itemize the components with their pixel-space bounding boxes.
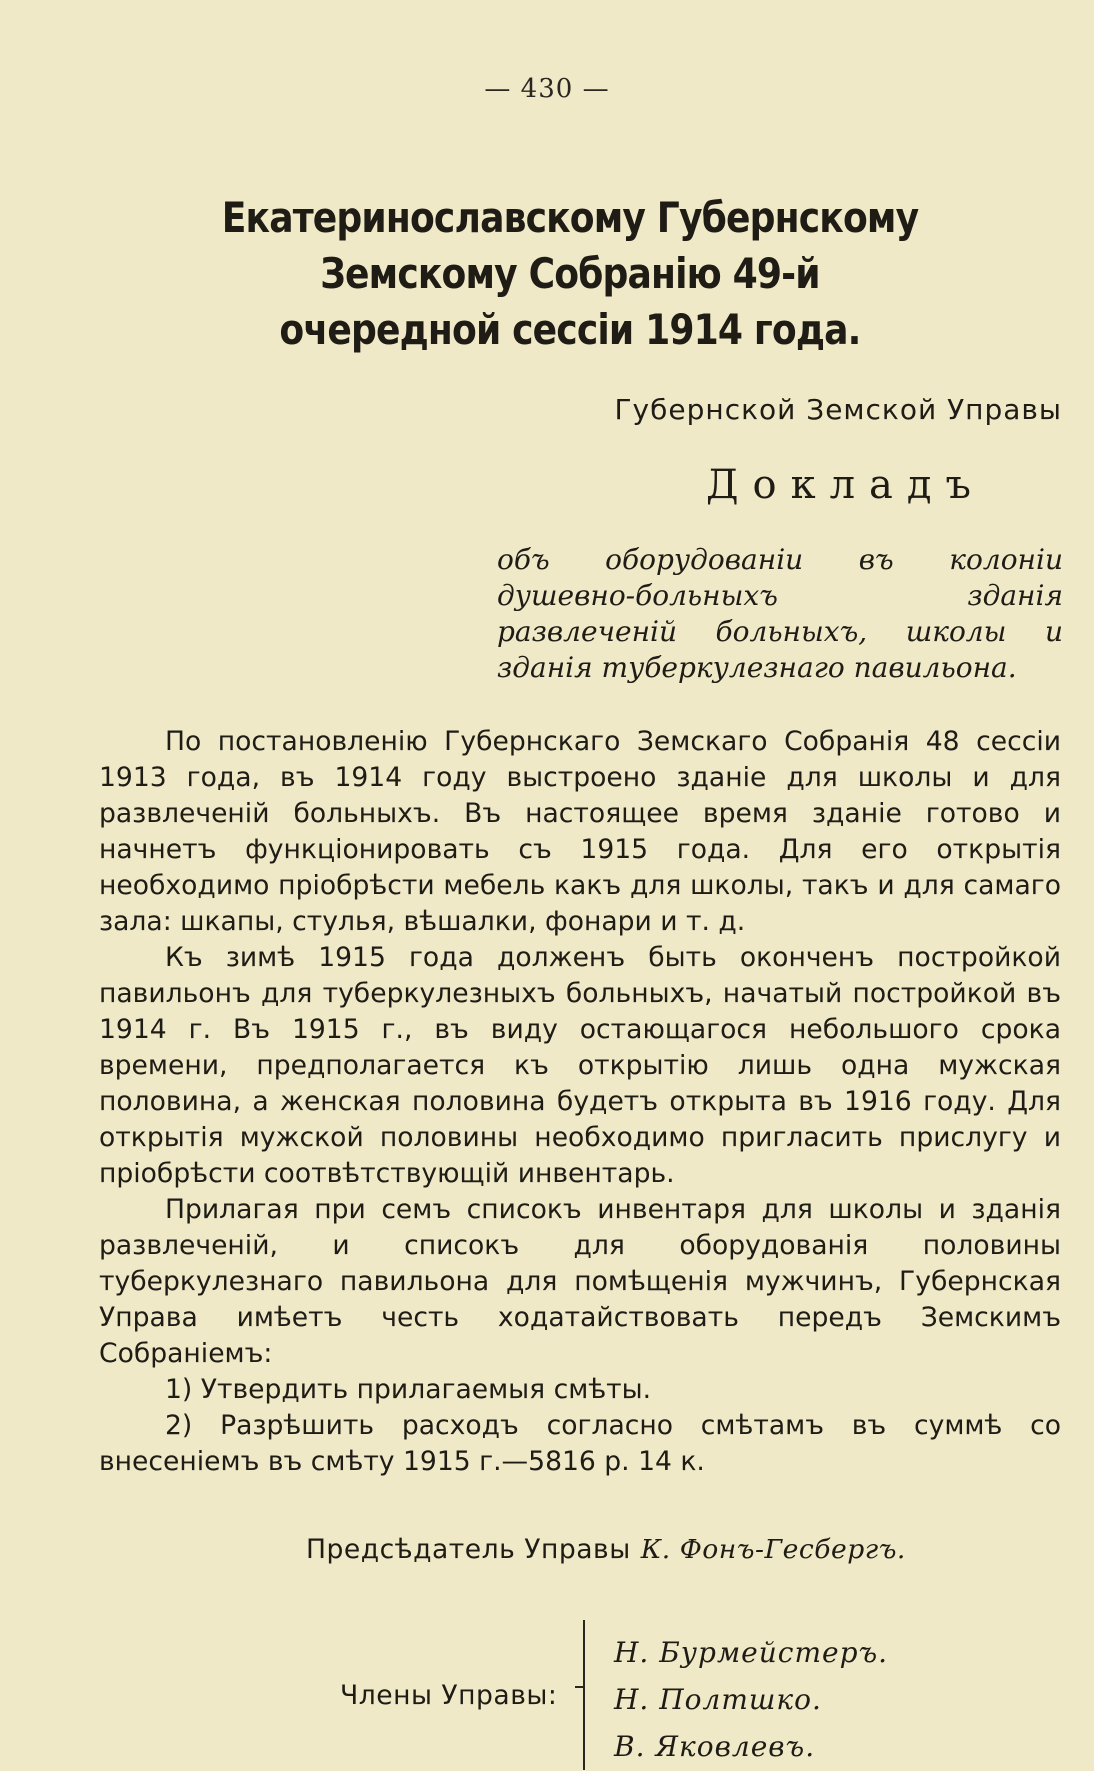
member-name: Н. Бурмейстеръ. [614,1636,889,1669]
members-brace [583,1620,599,1770]
members-brace-tip [575,1686,585,1688]
heading-line: очередной сессіи 1914 года. [279,305,861,354]
resolution-item: 2) Разрѣшить расходъ согласно смѣтамъ въ суммѣ со внесеніемъ въ смѣту 1915 г.—5816 р. 14 к. [99,1410,1061,1477]
members-list [614,1629,888,1770]
heading-line: Екатеринославскому Губернскому Земскому Собранію 49-й [221,193,919,298]
issuing-authority: Губернской Земской Управы [614,393,1062,426]
body-paragraph: Прилагая при семъ списокъ инвентаря для школы и зданія развлеченій, и списокъ для оборудованія половины туберкулезнаго павильона для помѣщенія мужчинъ, Губернская Управа имѣетъ честь ходатайствовать передъ Земскимъ Собраніемъ: [99,1194,1061,1369]
page-number: — 430 — [484,74,610,104]
chairman-label: Предсѣдатель Управы [306,1534,631,1565]
member-name: Н. Полтшко. [614,1683,822,1716]
resolution-item: 1) Утвердить прилагаемыя смѣты. [165,1374,652,1405]
chairman-name: К. Фонъ-Гесбергъ. [640,1534,906,1565]
body-paragraph: По постановленію Губернскаго Земскаго Собранія 48 сессіи 1913 года, въ 1914 году выстроено зданіе для школы и для развлеченій больныхъ. Въ настоящее время зданіе готово и начнетъ функціонировать съ 1915 года. Для его открытія необходимо пріобрѣсти мебель какъ для школы, такъ и для самаго зала: шкапы, стулья, вѣшалки, фонари и т. д. [99,726,1061,937]
report-heading [192,190,949,358]
member-name: В. Яковлевъ. [614,1730,816,1763]
document-title: Докладъ [706,462,985,508]
report-body [99,724,1061,1480]
chairman-signature-line [306,1534,906,1565]
members-label: Члены Управы: [340,1680,558,1711]
body-paragraph: Къ зимѣ 1915 года долженъ быть оконченъ постройкой павильонъ для туберкулезныхъ больныхъ, начатый постройкой въ 1914 г. Въ 1915 г., въ виду остающагося небольшого срока времени, предполагается къ открытію лишь одна мужская половина, а женская половина будетъ открыта въ 1916 году. Для открытія мужской половины необходимо пригласить прислугу и пріобрѣсти соотвѣтствующій инвентарь. [99,942,1061,1189]
report-subject: объ оборудованіи въ колоніи душевно-больныхъ зданія развлеченій больныхъ, школы и зданія туберкулезнаго павильона. [497,543,1063,684]
